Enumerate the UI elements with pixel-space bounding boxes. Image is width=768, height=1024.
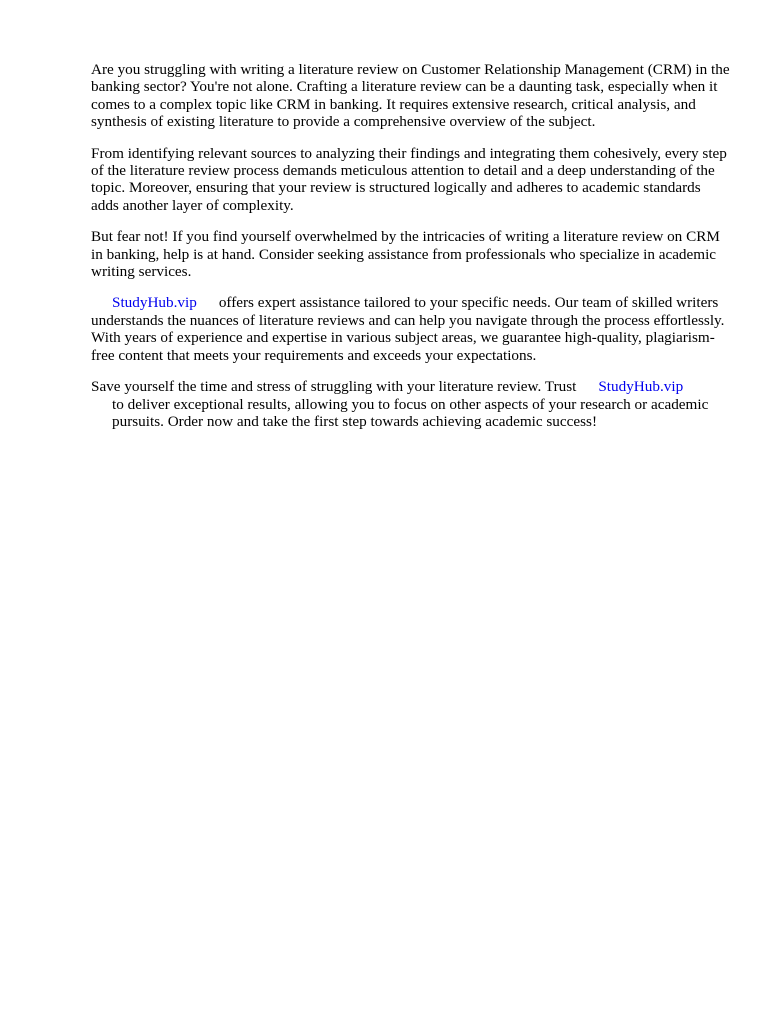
studyhub-link[interactable]: StudyHub.vip — [112, 294, 197, 312]
paragraph-offer-text: offers expert assistance tailored to your specific needs. Our team of skilled writers understands the nuances of literature reviews and can help you navigate through the process effortlessly. With years of experience and expertise in various subject areas, we guarantee high-quality, plagiarism-free content that meets your requirements and exceeds your expectations. — [91, 294, 725, 364]
paragraph-help: But fear not! If you find yourself overwhelmed by the intricacies of writing a literature review on CRM in banking, help is at hand. Consider seeking assistance from professionals who specialize in academic writing services. — [91, 228, 720, 281]
document-body — [91, 61, 731, 444]
paragraph-intro: Are you struggling with writing a literature review on Customer Relationship Management (CRM) in the banking sector? You're not alone. Crafting a literature review can be a daunting task, especially when it comes to a complex topic like CRM in banking. It requires extensive research, critical analysis, and synthesis of existing literature to provide a comprehensive overview of the subject. — [91, 61, 730, 131]
paragraph-closing-before: Save yourself the time and stress of struggling with your literature review. Trust — [91, 378, 577, 396]
paragraph-challenges: From identifying relevant sources to analyzing their findings and integrating them cohesively, every step of the literature review process demands meticulous attention to detail and a deep understanding of the topic. Moreover, ensuring that your review is structured logically and adheres to academic standards adds another layer of complexity. — [91, 144, 727, 214]
studyhub-link-closing[interactable]: StudyHub.vip — [598, 378, 684, 396]
paragraph-closing-after: to deliver exceptional results, allowing you to focus on other aspects of your research or academic pursuits. Order now and take the first step towards achieving academic success! — [112, 395, 709, 430]
paragraph-offer — [91, 294, 731, 364]
paragraph-closing — [91, 378, 731, 430]
